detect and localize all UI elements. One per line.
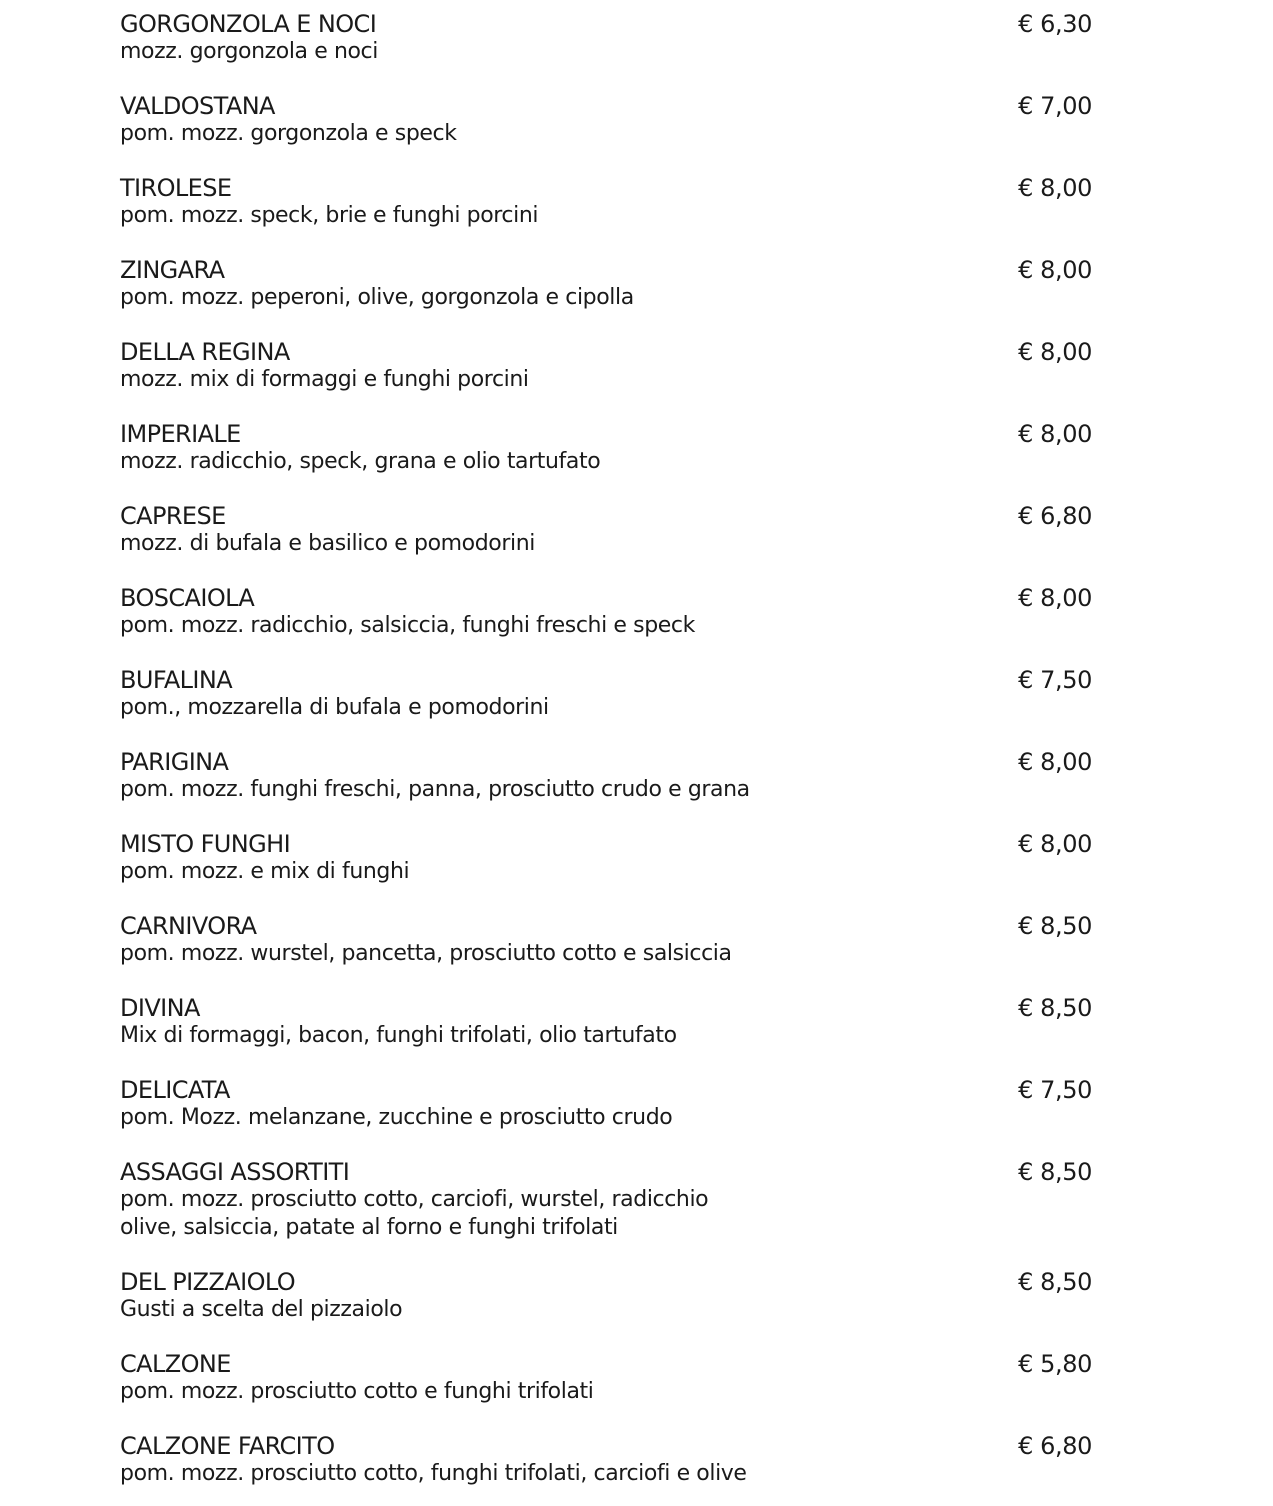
menu-item-price: € 8,50 bbox=[1018, 1268, 1092, 1296]
menu-item-misto-funghi bbox=[120, 830, 1092, 886]
menu-item-description-line-2: olive, salsiccia, patate al forno e funghi trifolati bbox=[120, 1215, 618, 1240]
menu-item-della-regina bbox=[120, 338, 1092, 394]
menu-item-price: € 7,00 bbox=[1018, 92, 1092, 120]
menu-item-name: MISTO FUNGHI bbox=[120, 830, 291, 858]
menu-item-description: pom. mozz. speck, brie e funghi porcini bbox=[120, 203, 539, 228]
menu-item-name: PARIGINA bbox=[120, 748, 229, 776]
menu-item-price: € 8,00 bbox=[1018, 420, 1092, 448]
menu-item-description: pom. mozz. gorgonzola e speck bbox=[120, 121, 457, 146]
menu-item-name: CARNIVORA bbox=[120, 912, 257, 940]
menu-item-description: mozz. radicchio, speck, grana e olio tartufato bbox=[120, 449, 601, 474]
menu-item-price: € 8,50 bbox=[1018, 912, 1092, 940]
menu-item-name: VALDOSTANA bbox=[120, 92, 275, 120]
menu-item-description: pom. mozz. e mix di funghi bbox=[120, 859, 410, 884]
menu-item-valdostana bbox=[120, 92, 1092, 148]
menu-item-name: CALZONE bbox=[120, 1350, 231, 1378]
menu-item-name: GORGONZOLA E NOCI bbox=[120, 10, 377, 38]
menu-item-price: € 6,80 bbox=[1018, 502, 1092, 530]
menu-item-name: DELICATA bbox=[120, 1076, 230, 1104]
menu-item-bufalina bbox=[120, 666, 1092, 722]
menu-item-price: € 6,80 bbox=[1018, 1432, 1092, 1460]
menu-item-name: DIVINA bbox=[120, 994, 200, 1022]
menu-item-name: CAPRESE bbox=[120, 502, 226, 530]
menu-item-description: Gusti a scelta del pizzaiolo bbox=[120, 1297, 403, 1322]
menu-item-carnivora bbox=[120, 912, 1092, 968]
menu-item-name: TIROLESE bbox=[120, 174, 232, 202]
menu-item-divina bbox=[120, 994, 1092, 1050]
menu-item-description: pom. Mozz. melanzane, zucchine e prosciutto crudo bbox=[120, 1105, 673, 1130]
menu-item-description: mozz. di bufala e basilico e pomodorini bbox=[120, 531, 535, 556]
menu-item-description: pom. mozz. funghi freschi, panna, prosciutto crudo e grana bbox=[120, 777, 750, 802]
menu-item-name: ZINGARA bbox=[120, 256, 225, 284]
menu-item-price: € 8,00 bbox=[1018, 256, 1092, 284]
menu-item-price: € 8,00 bbox=[1018, 174, 1092, 202]
menu-item-del-pizzaiolo bbox=[120, 1268, 1092, 1324]
menu-item-price: € 8,00 bbox=[1018, 584, 1092, 612]
menu-item-price: € 8,00 bbox=[1018, 338, 1092, 366]
menu-item-name: DEL PIZZAIOLO bbox=[120, 1268, 296, 1296]
menu-item-price: € 5,80 bbox=[1018, 1350, 1092, 1378]
menu-item-caprese bbox=[120, 502, 1092, 558]
menu-item-gorgonzola-e-noci bbox=[120, 10, 1092, 66]
menu-item-price: € 8,00 bbox=[1018, 830, 1092, 858]
menu-item-name: DELLA REGINA bbox=[120, 338, 290, 366]
menu-item-calzone-farcito bbox=[120, 1432, 1092, 1488]
menu-item-description: pom. mozz. prosciutto cotto, carciofi, wurstel, radicchio bbox=[120, 1187, 709, 1212]
menu-item-calzone bbox=[120, 1350, 1092, 1406]
menu-item-price: € 7,50 bbox=[1018, 1076, 1092, 1104]
menu-item-name: IMPERIALE bbox=[120, 420, 241, 448]
menu-item-zingara bbox=[120, 256, 1092, 312]
menu-item-imperiale bbox=[120, 420, 1092, 476]
menu-item-price: € 8,50 bbox=[1018, 994, 1092, 1022]
menu-item-boscaiola bbox=[120, 584, 1092, 640]
menu-item-price: € 8,00 bbox=[1018, 748, 1092, 776]
menu-item-description: pom. mozz. prosciutto cotto, funghi trifolati, carciofi e olive bbox=[120, 1461, 747, 1486]
menu-item-delicata bbox=[120, 1076, 1092, 1132]
menu-item-description: pom. mozz. prosciutto cotto e funghi trifolati bbox=[120, 1379, 594, 1404]
menu-item-description: pom. mozz. peperoni, olive, gorgonzola e cipolla bbox=[120, 285, 634, 310]
menu-item-price: € 8,50 bbox=[1018, 1158, 1092, 1186]
menu-item-description: Mix di formaggi, bacon, funghi trifolati, olio tartufato bbox=[120, 1023, 677, 1048]
menu-item-name: ASSAGGI ASSORTITI bbox=[120, 1158, 350, 1186]
menu-item-tirolese bbox=[120, 174, 1092, 230]
menu-item-name: BOSCAIOLA bbox=[120, 584, 255, 612]
menu-item-price: € 6,30 bbox=[1018, 10, 1092, 38]
menu-item-name: CALZONE FARCITO bbox=[120, 1432, 335, 1460]
menu-item-description: pom., mozzarella di bufala e pomodorini bbox=[120, 695, 549, 720]
menu-item-description: mozz. gorgonzola e noci bbox=[120, 39, 378, 64]
menu-item-assaggi-assortiti bbox=[120, 1158, 1092, 1242]
menu-item-name: BUFALINA bbox=[120, 666, 233, 694]
menu-item-description: pom. mozz. radicchio, salsiccia, funghi freschi e speck bbox=[120, 613, 695, 638]
menu-item-parigina bbox=[120, 748, 1092, 804]
menu-item-price: € 7,50 bbox=[1018, 666, 1092, 694]
menu-item-description: pom. mozz. wurstel, pancetta, prosciutto cotto e salsiccia bbox=[120, 941, 732, 966]
pizza-menu-list bbox=[120, 10, 1092, 1488]
menu-item-description: mozz. mix di formaggi e funghi porcini bbox=[120, 367, 529, 392]
